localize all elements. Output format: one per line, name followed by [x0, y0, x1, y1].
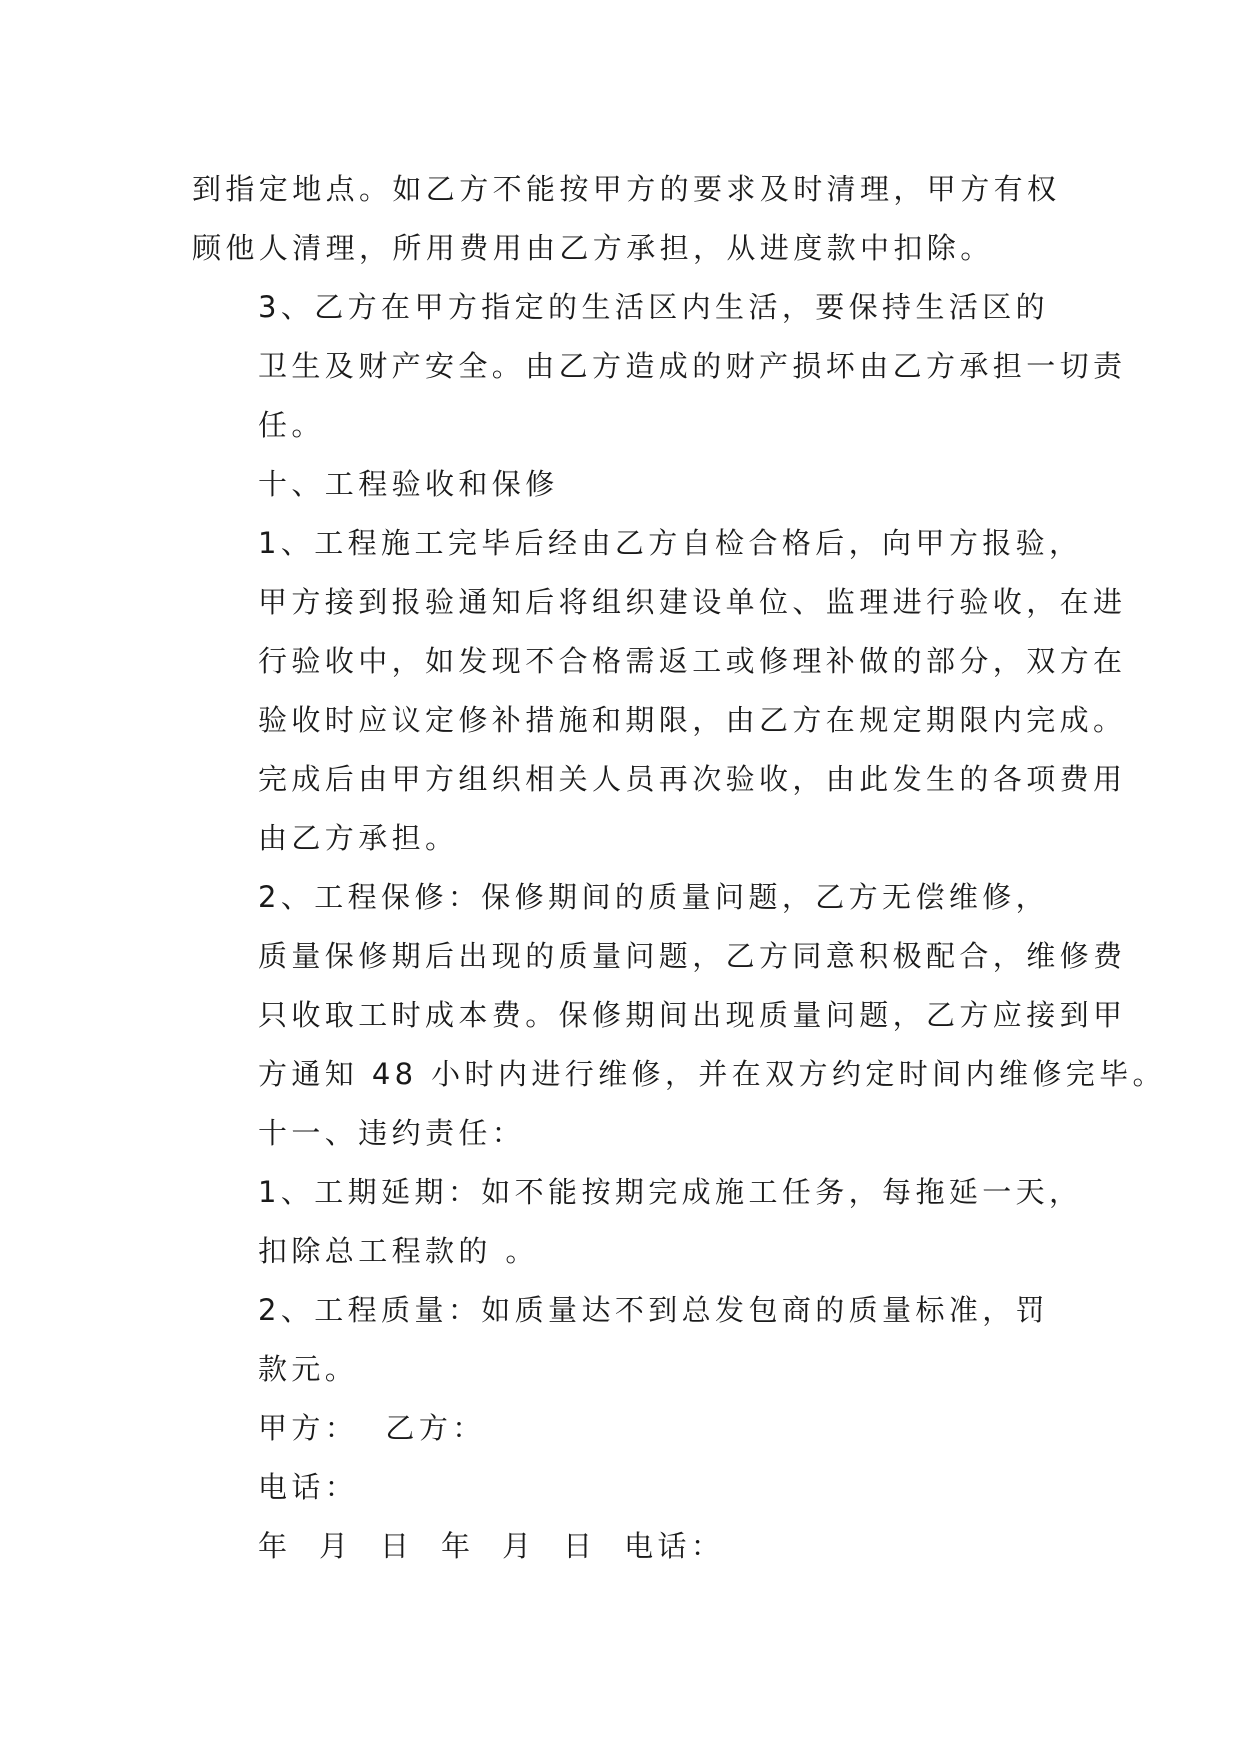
paragraph-clause-3-living-area	[192, 278, 1127, 455]
text-line: 1、工程施工完毕后经由乙方自检合格后，向甲方报验，	[258, 526, 1083, 560]
signature-dates	[192, 1517, 1072, 1576]
section-heading-text: 十、工程验收和保修	[258, 467, 559, 501]
text-line: 1、工期延期：如不能按期完成施工任务，每拖延一天，	[258, 1175, 1083, 1209]
text-line: 卫生及财产安全。由乙方造成的财产损坏由乙方承担一切责	[258, 349, 1127, 383]
text-line: 任。	[258, 408, 325, 442]
text-line: 由乙方承担。	[258, 821, 459, 855]
text-line: 行验收中，如发现不合格需返工或修理补做的部分，双方在	[258, 644, 1127, 678]
text-line: 质量保修期后出现的质量问题，乙方同意积极配合，维修费	[258, 939, 1127, 973]
signature-parties	[192, 1399, 1072, 1458]
signature-phone	[192, 1458, 1072, 1517]
paragraph-clause-2-warranty	[192, 868, 1166, 1104]
text-line: 到指定地点。如乙方不能按甲方的要求及时清理，甲方有权	[192, 172, 1061, 206]
signature-line: 电话：	[258, 1470, 359, 1504]
signature-line: 甲方： 乙方：	[258, 1411, 486, 1445]
paragraph-cleanup-continued	[192, 160, 1072, 278]
text-line: 只收取工时成本费。保修期间出现质量问题，乙方应接到甲	[258, 998, 1127, 1032]
document-body	[192, 160, 1166, 1576]
text-line: 2、工程质量：如质量达不到总发包商的质量标准，罚	[258, 1293, 1050, 1327]
paragraph-clause-2-quality	[192, 1281, 1072, 1399]
text-line: 验收时应议定修补措施和期限，由乙方在规定期限内完成。	[258, 703, 1127, 737]
section-heading-text: 十一、违约责任：	[258, 1116, 526, 1150]
text-line: 扣除总工程款的 。	[258, 1234, 539, 1268]
section-heading-liability	[192, 1104, 1072, 1163]
text-line: 2、工程保修：保修期间的质量问题，乙方无偿维修，	[258, 880, 1050, 914]
signature-line: 年 月 日 年 月 日 电话：	[258, 1529, 725, 1563]
text-line: 甲方接到报验通知后将组织建设单位、监理进行验收，在进	[258, 585, 1127, 619]
text-line: 顾他人清理，所用费用由乙方承担，从进度款中扣除。	[192, 231, 994, 265]
paragraph-clause-1-delay	[192, 1163, 1083, 1281]
paragraph-clause-1-acceptance	[192, 514, 1127, 868]
text-line: 款元。	[258, 1352, 359, 1386]
section-heading-acceptance-warranty	[192, 455, 1072, 514]
text-line: 方通知 48 小时内进行维修，并在双方约定时间内维修完毕。	[258, 1057, 1166, 1091]
text-line: 完成后由甲方组织相关人员再次验收，由此发生的各项费用	[258, 762, 1127, 796]
text-line: 3、乙方在甲方指定的生活区内生活，要保持生活区的	[258, 290, 1050, 324]
